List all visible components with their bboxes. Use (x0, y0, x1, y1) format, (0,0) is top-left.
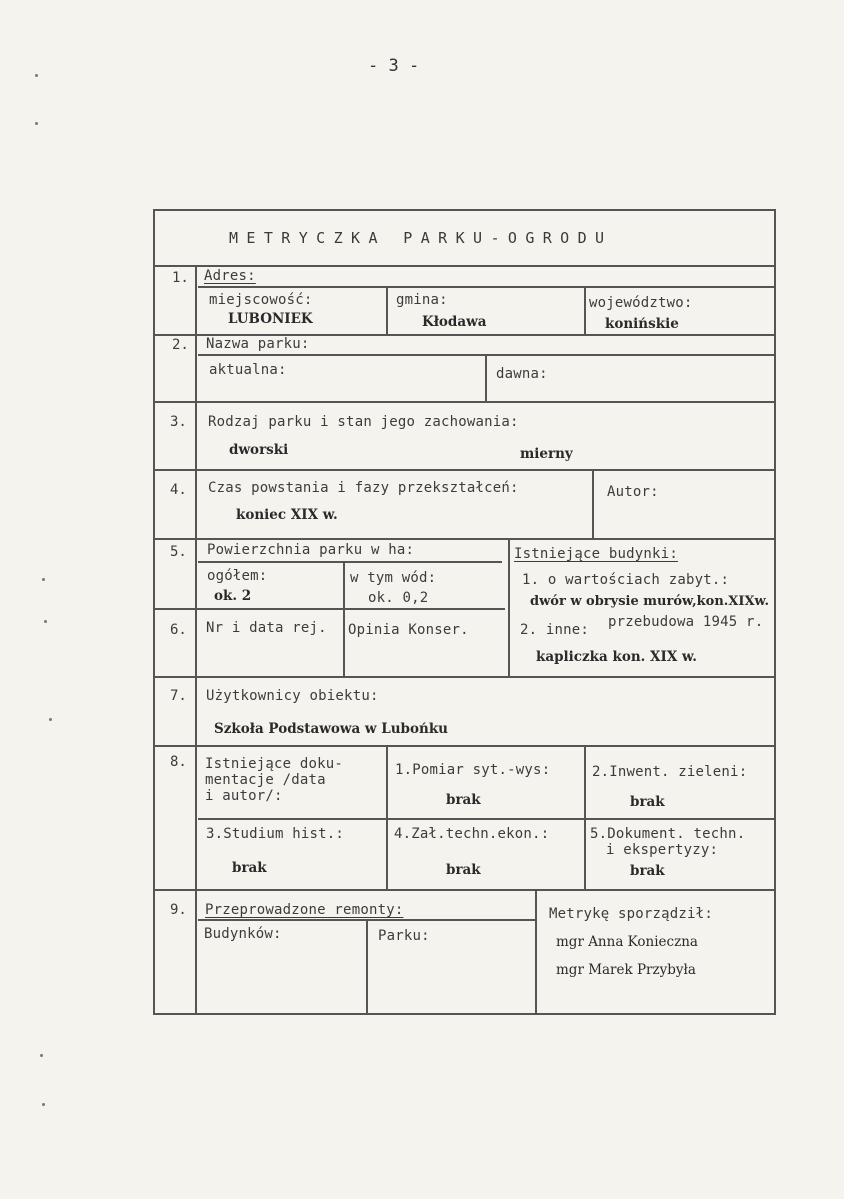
ogolem-value: ok. 2 (214, 588, 252, 604)
margin-dot (42, 1103, 45, 1106)
stan-value: mierny (520, 446, 573, 462)
section-number: 6. (170, 622, 187, 638)
uzytkownicy-value: Szkoła Podstawowa w Lubońku (214, 721, 448, 737)
studium-value: brak (232, 860, 267, 876)
margin-dot (40, 1054, 43, 1057)
dawna-label: dawna: (496, 366, 548, 382)
inwent-value: brak (630, 794, 665, 810)
margin-dot (49, 718, 52, 721)
section-number: 2. (172, 337, 189, 353)
czas-powstania-value: koniec XIX w. (236, 507, 338, 523)
parku-label: Parku: (378, 928, 430, 944)
gmina-value: Kłodawa (422, 314, 487, 330)
adres-label: Adres: (204, 268, 256, 284)
opinia-konser-label: Opinia Konser. (348, 622, 469, 638)
wartosci-zabyt-label: 1. o wartościach zabyt.: (522, 572, 730, 588)
miejscowosc-label: miejscowość: (209, 292, 313, 308)
inwent-label: 2.Inwent. zieleni: (592, 764, 748, 780)
dokumentacje-label-3: i autor/: (205, 788, 283, 804)
studium-label: 3.Studium hist.: (206, 826, 345, 842)
inne-label: 2. inne: (520, 622, 590, 638)
ogolem-label: ogółem: (207, 568, 268, 584)
wod-label: w tym wód: (350, 570, 437, 586)
margin-dot (42, 578, 45, 581)
rodzaj-value: dworski (229, 442, 289, 458)
zal-techn-label: 4.Zał.techn.ekon.: (394, 826, 550, 842)
gmina-label: gmina: (396, 292, 448, 308)
zal-techn-value: brak (446, 862, 481, 878)
autor-label: Autor: (607, 484, 659, 500)
margin-dot (35, 74, 38, 77)
aktualna-label: aktualna: (209, 362, 287, 378)
pomiar-label: 1.Pomiar syt.-wys: (395, 762, 551, 778)
wod-value: ok. 0,2 (368, 590, 429, 606)
uzytkownicy-label: Użytkownicy obiektu: (206, 688, 379, 704)
dokumentacje-label-1: Istniejące doku- (205, 756, 344, 772)
miejscowosc-value: LUBONIEK (228, 311, 313, 327)
page-number: - 3 - (368, 56, 420, 76)
margin-dot (44, 620, 47, 623)
inne-value-2: kapliczka kon. XIX w. (536, 649, 697, 665)
section-number: 7. (170, 688, 187, 704)
section-number: 1. (172, 270, 189, 286)
nr-data-rej-label: Nr i data rej. (206, 620, 327, 636)
dokumentacje-label-2: mentacje /data (205, 772, 326, 788)
inne-value-1: przebudowa 1945 r. (608, 614, 764, 630)
wojewodztwo-value: konińskie (605, 316, 679, 332)
rodzaj-parku-label: Rodzaj parku i stan jego zachowania: (208, 414, 519, 430)
metryke-sporzadzil-label: Metrykę sporządził: (549, 906, 713, 922)
istniejace-budynki-label: Istniejące budynki: (514, 546, 678, 562)
powierzchnia-label: Powierzchnia parku w ha: (207, 542, 415, 558)
nazwa-parku-label: Nazwa parku: (206, 336, 310, 352)
wartosci-zabyt-value: dwór w obrysie murów,kon.XIXw. (530, 594, 769, 609)
czas-powstania-label: Czas powstania i fazy przekształceń: (208, 480, 519, 496)
wojewodztwo-label: województwo: (589, 295, 693, 311)
section-number: 4. (170, 482, 187, 498)
pomiar-value: brak (446, 792, 481, 808)
dokument-techn-label-1: 5.Dokument. techn. (590, 826, 746, 842)
form-title: METRYCZKA PARKU-OGRODU (229, 229, 613, 247)
author-1: mgr Anna Konieczna (556, 934, 698, 950)
margin-dot (35, 122, 38, 125)
remonty-label: Przeprowadzone remonty: (205, 902, 404, 918)
dokument-techn-label-2: i ekspertyzy: (606, 842, 719, 858)
section-number: 9. (170, 902, 187, 918)
section-number: 3. (170, 414, 187, 430)
budynkow-label: Budynków: (204, 926, 282, 942)
author-2: mgr Marek Przybyła (556, 962, 696, 978)
section-number: 5. (170, 544, 187, 560)
dokument-techn-value: brak (630, 863, 665, 879)
section-number: 8. (170, 754, 187, 770)
